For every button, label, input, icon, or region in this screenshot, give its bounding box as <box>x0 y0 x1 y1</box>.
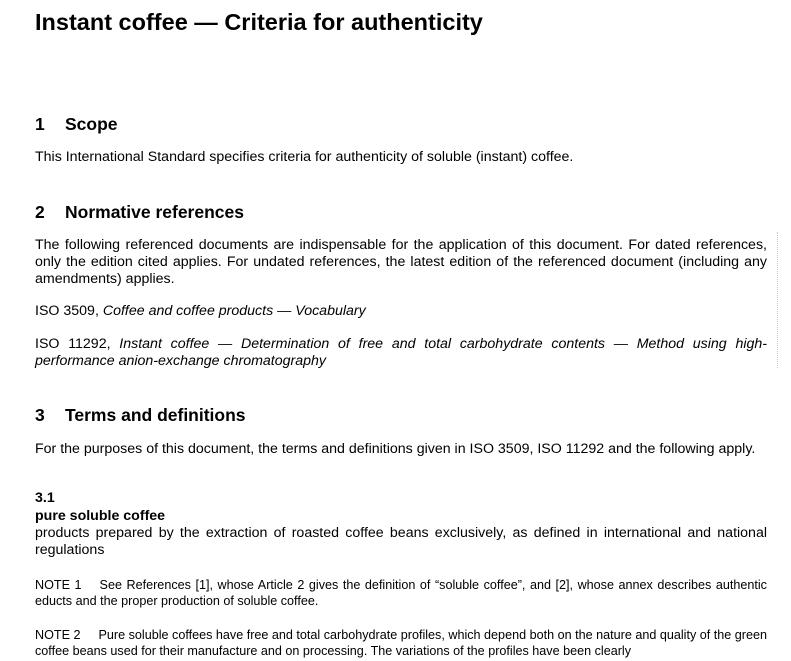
term-number: 3.1 <box>35 490 55 506</box>
section-heading-normative-references <box>35 202 244 223</box>
reference-title: Coffee and coffee products — Vocabulary <box>102 303 366 319</box>
section-heading-terms-and-definitions <box>35 405 246 426</box>
section-title: Scope <box>65 114 118 134</box>
reference-code: ISO 11292, <box>35 336 120 352</box>
reference-iso-11292 <box>35 336 767 370</box>
section-heading-scope <box>35 114 118 135</box>
reference-code: ISO 3509, <box>35 303 103 319</box>
note-label: NOTE 2 <box>35 628 81 642</box>
term-name: pure soluble coffee <box>35 508 166 524</box>
reference-iso-3509 <box>35 303 767 320</box>
note-1 <box>35 577 767 609</box>
note-text: Pure soluble coffees have free and total carbohydrate profiles, which depend both on the nature and quality of the green coffee beans used for their manufacture and on processing. The variations of the profiles have been clearly <box>35 628 767 658</box>
section-title: Terms and definitions <box>65 405 246 425</box>
normative-references-intro: The following referenced documents are indispensable for the application of this document. For dated references, only the edition cited applies. For undated references, the latest edition of the referenced document (including any amendments) applies. <box>35 237 767 287</box>
section-number: 1 <box>35 114 45 134</box>
margin-mark <box>777 232 778 368</box>
terms-intro: For the purposes of this document, the terms and definitions given in ISO 3509, ISO 11292 and the following apply. <box>35 441 756 457</box>
note-2 <box>35 627 767 659</box>
reference-title: Instant coffee — Determination of free and total carbohydrate contents — Method using high-performance anion-exchange chromatography <box>35 336 767 369</box>
document-title: Instant coffee — Criteria for authenticity <box>35 9 483 35</box>
note-text: See References [1], whose Article 2 gives the definition of “soluble coffee”, and [2], whose annex describes authentic educts and the proper production of soluble coffee. <box>35 578 767 608</box>
term-definition: products prepared by the extraction of roasted coffee beans exclusively, as defined in international and national regulations <box>35 525 767 558</box>
section-number: 3 <box>35 405 45 425</box>
section-number: 2 <box>35 202 45 222</box>
note-label: NOTE 1 <box>35 578 82 592</box>
section-title: Normative references <box>65 202 244 222</box>
scope-paragraph: This International Standard specifies criteria for authenticity of soluble (instant) coffee. <box>35 149 574 165</box>
